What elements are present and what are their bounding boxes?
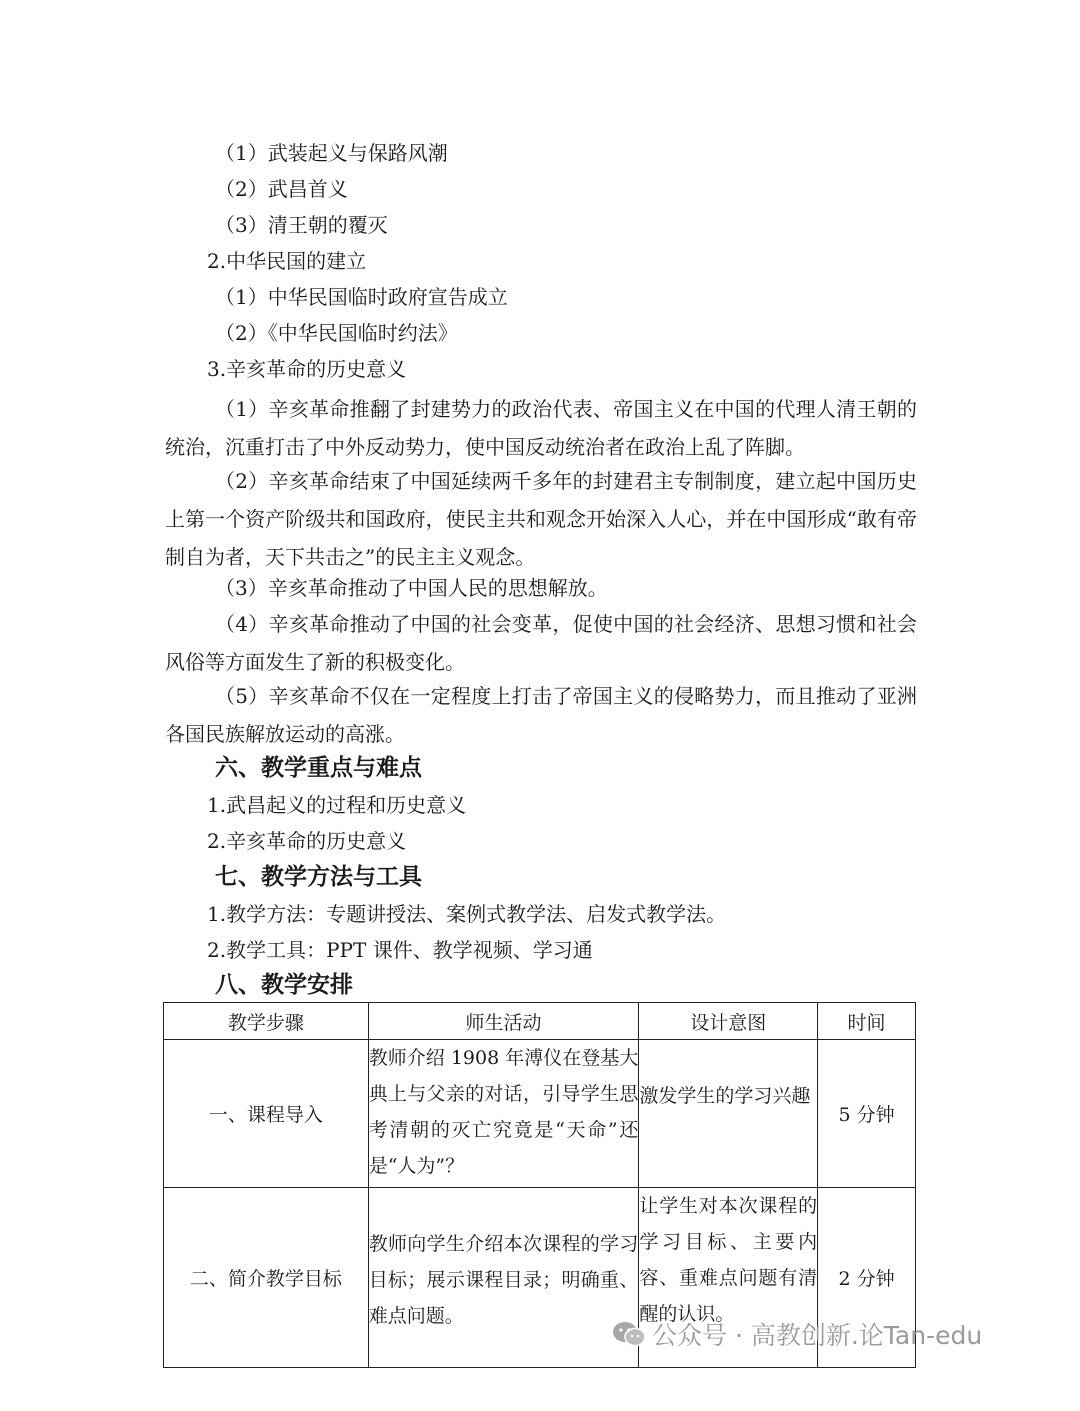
cell-activity: 教师向学生介绍本次课程的学习目标；展示课程目录；明确重、难点问题。 <box>368 1188 639 1368</box>
watermark-text: 公众号 · 高教创新.论Tan-edu <box>652 1321 983 1350</box>
cell-time: 5 分钟 <box>818 1040 916 1188</box>
header-intent: 设计意图 <box>639 1003 818 1040</box>
outline-line: （2）武昌首义 <box>215 177 348 201</box>
outline-line: （3）清王朝的覆灭 <box>215 213 388 237</box>
section-heading-6: 六、教学重点与难点 <box>215 755 422 781</box>
cell-time: 2 分钟 <box>818 1188 916 1368</box>
header-step: 教学步骤 <box>164 1003 369 1040</box>
section-heading-8: 八、教学安排 <box>215 972 353 998</box>
method-item: 1.教学方法：专题讲授法、案例式教学法、启发式教学法。 <box>207 902 727 926</box>
method-item: 2.教学工具：PPT 课件、教学视频、学习通 <box>207 938 593 962</box>
cell-intent: 让学生对本次课程的学习目标、主要内容、重难点问题有清醒的认识。 <box>639 1188 818 1368</box>
header-time: 时间 <box>818 1003 916 1040</box>
outline-line: （1）武装起义与保路风潮 <box>215 141 448 165</box>
header-activity: 师生活动 <box>368 1003 639 1040</box>
table-header-row <box>164 1003 916 1040</box>
cell-step: 二、简介教学目标 <box>164 1188 369 1368</box>
wechat-icon <box>612 1320 646 1348</box>
section-heading-7: 七、教学方法与工具 <box>215 864 422 890</box>
significance-paragraph: （1）辛亥革命推翻了封建势力的政治代表、帝国主义在中国的代理人清王朝的统治，沉重打击了中外反动势力，使中国反动统治者在政治上乱了阵脚。 <box>165 397 917 459</box>
cell-intent: 激发学生的学习兴趣 <box>639 1040 818 1188</box>
cell-activity: 教师介绍 1908 年溥仪在登基大典上与父亲的对话，引导学生思考清朝的灭亡究竟是“天命”还是“人为”？ <box>368 1040 639 1188</box>
table-row <box>164 1040 916 1188</box>
watermark <box>612 1314 982 1354</box>
cell-step: 一、课程导入 <box>164 1040 369 1188</box>
outline-line: 3.辛亥革命的历史意义 <box>207 357 407 381</box>
significance-paragraph: （5）辛亥革命不仅在一定程度上打击了帝国主义的侵略势力，而且推动了亚洲各国民族解放运动的高涨。 <box>165 684 917 746</box>
key-point-item: 1.武昌起义的过程和历史意义 <box>207 793 467 817</box>
outline-line: 2.中华民国的建立 <box>207 249 367 273</box>
key-point-item: 2.辛亥革命的历史意义 <box>207 829 407 853</box>
outline-line: （1）中华民国临时政府宣告成立 <box>215 285 508 309</box>
significance-paragraph: （4）辛亥革命推动了中国的社会变革，促使中国的社会经济、思想习惯和社会风俗等方面发生了新的积极变化。 <box>165 612 917 674</box>
significance-paragraph: （2）辛亥革命结束了中国延续两千多年的封建君主专制制度，建立起中国历史上第一个资产阶级共和国政府，使民主共和观念开始深入人心，并在中国形成“敢有帝制自为者，天下共击之”的民主主义观念。 <box>165 469 917 569</box>
outline-line: （2）《中华民国临时约法》 <box>215 321 458 345</box>
significance-paragraph: （3）辛亥革命推动了中国人民的思想解放。 <box>215 576 608 600</box>
